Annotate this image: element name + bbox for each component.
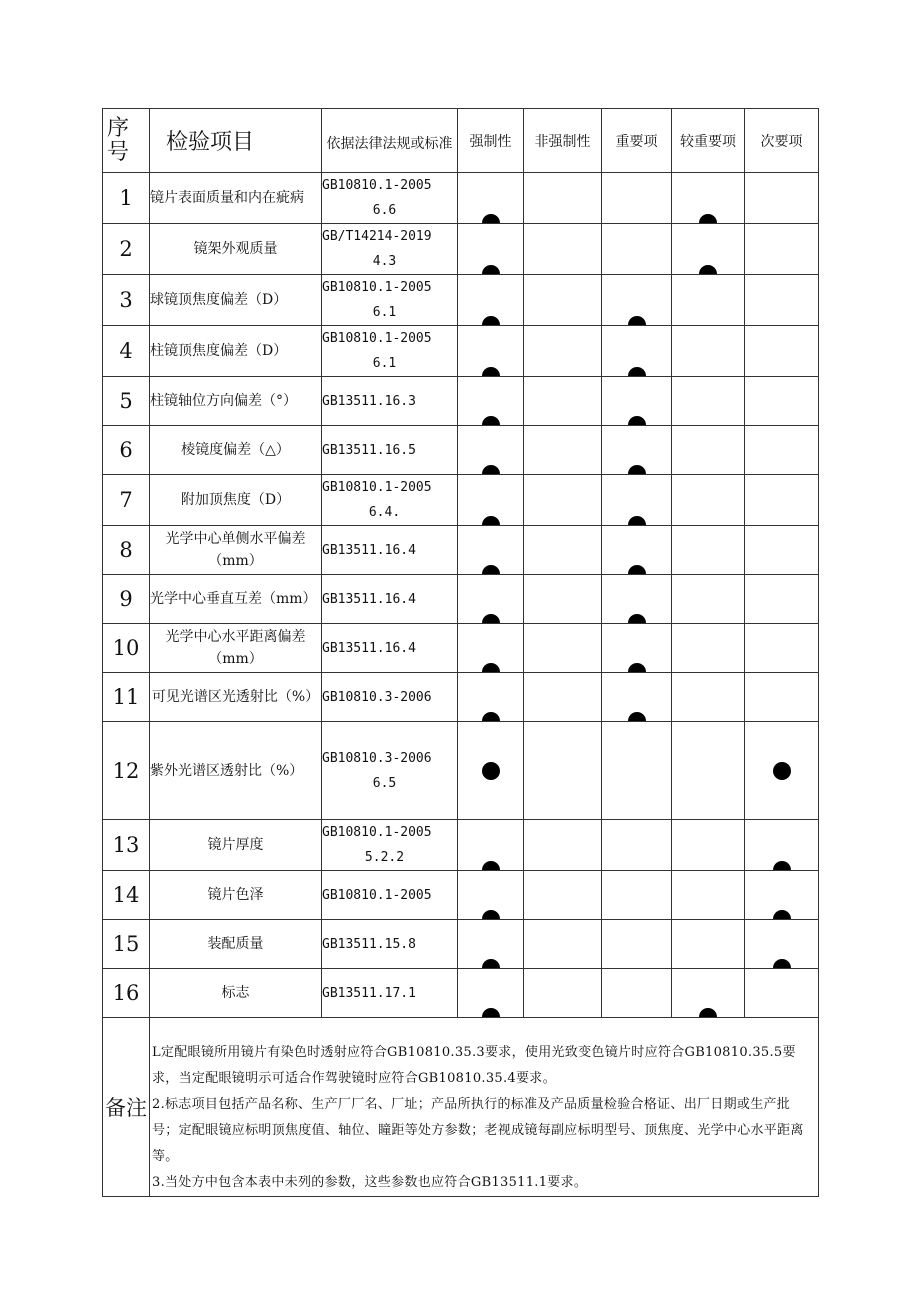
mark-cell-fairly-important [672, 969, 745, 1018]
table-row [103, 275, 819, 326]
mark-cell-mandatory [458, 173, 524, 224]
filled-circle-icon [482, 1008, 500, 1018]
table-row [103, 224, 819, 275]
filled-circle-icon [628, 316, 646, 326]
standard-clause: 6.5 [372, 775, 397, 791]
inspection-table [102, 108, 819, 1197]
mark-cell-important [602, 820, 672, 871]
table-row [103, 673, 819, 722]
table-row [103, 475, 819, 526]
filled-circle-icon [482, 762, 500, 780]
row-seq: 12 [103, 722, 150, 820]
mark-cell-important [602, 377, 672, 426]
mark-cell-fairly-important [672, 871, 745, 920]
standard-code: GB10810.1-2005 [322, 331, 432, 346]
inspection-document [102, 108, 818, 1197]
row-item: 装配质量 [150, 920, 322, 969]
mark-cell-non-mandatory [524, 820, 602, 871]
mark-cell-non-mandatory [524, 920, 602, 969]
table-row [103, 969, 819, 1018]
table-row [103, 722, 819, 820]
note-line-2: 2.标志项目包括产品名称、生产厂厂名、厂址；产品所执行的标准及产品质量检验合格证、出厂日期或生产批号；定配眼镜应标明顶焦度值、轴位、瞳距等处方参数；老视成镜每副应标明型号、顶焦度、光学中心水平距离等。 [152, 1097, 804, 1164]
standard-clause: 6.6 [372, 203, 397, 218]
row-seq: 1 [103, 173, 150, 224]
row-item: 球镜顶焦度偏差（D） [150, 275, 322, 326]
row-seq: 14 [103, 871, 150, 920]
row-seq: 5 [103, 377, 150, 426]
mark-cell-fairly-important [672, 173, 745, 224]
mark-cell-fairly-important [672, 722, 745, 820]
table-row [103, 326, 819, 377]
row-seq: 9 [103, 575, 150, 624]
standard-code: GB10810.3-2006 [322, 689, 432, 705]
header-seq: 序号 [103, 109, 150, 173]
standard-code: GB/T14214-2019 [322, 229, 432, 244]
row-seq: 15 [103, 920, 150, 969]
filled-circle-icon [628, 465, 646, 475]
table-row [103, 820, 819, 871]
standard-clause: 6.4. [368, 505, 401, 520]
header-row [103, 109, 819, 173]
filled-circle-icon [482, 367, 500, 377]
mark-cell-minor [745, 526, 819, 575]
mark-cell-non-mandatory [524, 673, 602, 722]
mark-cell-minor [745, 173, 819, 224]
filled-circle-icon [773, 762, 791, 780]
mark-cell-important [602, 426, 672, 475]
row-standard [322, 173, 458, 224]
filled-circle-icon [482, 465, 500, 475]
mark-cell-non-mandatory [524, 575, 602, 624]
standard-clause: 4.3 [372, 254, 397, 269]
mark-cell-mandatory [458, 920, 524, 969]
filled-circle-icon [773, 910, 791, 920]
mark-cell-mandatory [458, 326, 524, 377]
row-item: 棱镜度偏差（△） [150, 426, 322, 475]
filled-circle-icon [482, 614, 500, 624]
mark-cell-minor [745, 377, 819, 426]
filled-circle-icon [482, 516, 500, 526]
mark-cell-non-mandatory [524, 526, 602, 575]
mark-cell-important [602, 275, 672, 326]
row-seq: 11 [103, 673, 150, 722]
filled-circle-icon [482, 265, 500, 275]
filled-circle-icon [628, 663, 646, 673]
mark-cell-non-mandatory [524, 377, 602, 426]
mark-cell-minor [745, 624, 819, 673]
row-item: 光学中心垂直互差（mm） [150, 575, 322, 624]
filled-circle-icon [773, 959, 791, 969]
row-seq: 8 [103, 526, 150, 575]
row-item: 镜片色泽 [150, 871, 322, 920]
row-item: 镜片厚度 [150, 820, 322, 871]
mark-cell-fairly-important [672, 624, 745, 673]
table-row [103, 920, 819, 969]
filled-circle-icon [482, 214, 500, 224]
note-line-3: 3.当处方中包含本表中未列的参数，这些参数也应符合GB13511.1要求。 [152, 1175, 588, 1190]
filled-circle-icon [482, 416, 500, 426]
standard-code: GB13511.15.8 [322, 936, 416, 952]
table-row [103, 173, 819, 224]
mark-cell-non-mandatory [524, 871, 602, 920]
mark-cell-fairly-important [672, 526, 745, 575]
mark-cell-mandatory [458, 722, 524, 820]
mark-cell-non-mandatory [524, 475, 602, 526]
notes-label: 备注 [103, 1018, 150, 1197]
standard-clause: 5.2.2 [364, 850, 405, 865]
row-seq: 6 [103, 426, 150, 475]
mark-cell-mandatory [458, 673, 524, 722]
filled-circle-icon [699, 214, 717, 224]
mark-cell-mandatory [458, 224, 524, 275]
filled-circle-icon [773, 861, 791, 871]
mark-cell-fairly-important [672, 575, 745, 624]
mark-cell-mandatory [458, 377, 524, 426]
standard-code: GB10810.1-2005 [322, 280, 432, 295]
standard-code: GB13511.17.1 [322, 985, 416, 1001]
table-row [103, 624, 819, 673]
mark-cell-non-mandatory [524, 275, 602, 326]
mark-cell-fairly-important [672, 820, 745, 871]
table-body [103, 173, 819, 1018]
row-item: 柱镜顶焦度偏差（D） [150, 326, 322, 377]
filled-circle-icon [482, 663, 500, 673]
row-standard [322, 624, 458, 673]
standard-code: GB10810.1-2005 [322, 178, 432, 193]
row-standard [322, 969, 458, 1018]
mark-cell-mandatory [458, 275, 524, 326]
header-item: 检验项目 [150, 109, 322, 173]
filled-circle-icon [482, 316, 500, 326]
filled-circle-icon [628, 416, 646, 426]
header-non-mandatory: 非强制性 [524, 109, 602, 173]
mark-cell-minor [745, 969, 819, 1018]
mark-cell-minor [745, 224, 819, 275]
standard-code: GB10810.1-2005 [322, 480, 432, 495]
notes-row [103, 1018, 819, 1197]
mark-cell-mandatory [458, 575, 524, 624]
standard-clause: 6.1 [372, 305, 397, 320]
mark-cell-minor [745, 475, 819, 526]
filled-circle-icon [482, 959, 500, 969]
table-row [103, 377, 819, 426]
filled-circle-icon [628, 367, 646, 377]
mark-cell-important [602, 326, 672, 377]
row-seq: 16 [103, 969, 150, 1018]
mark-cell-non-mandatory [524, 624, 602, 673]
mark-cell-important [602, 475, 672, 526]
mark-cell-fairly-important [672, 275, 745, 326]
filled-circle-icon [628, 565, 646, 575]
standard-code: GB13511.16.4 [322, 640, 416, 656]
filled-circle-icon [628, 614, 646, 624]
notes-body [150, 1018, 819, 1197]
row-standard [322, 426, 458, 475]
mark-cell-non-mandatory [524, 969, 602, 1018]
filled-circle-icon [482, 565, 500, 575]
mark-cell-fairly-important [672, 426, 745, 475]
filled-circle-icon [482, 861, 500, 871]
filled-circle-icon [699, 265, 717, 275]
mark-cell-mandatory [458, 969, 524, 1018]
mark-cell-mandatory [458, 820, 524, 871]
standard-code: GB13511.16.4 [322, 542, 416, 558]
note-line-1: L定配眼镜所用镜片有染色时透射应符合GB10810.35.3要求，使用光致变色镜片时应符合GB10810.35.5要求，当定配眼镜明示可适合作驾驶镜时应符合GB10810.35.4要求。 [152, 1045, 796, 1086]
mark-cell-minor [745, 871, 819, 920]
row-item: 光学中心单侧水平偏差（mm） [150, 526, 322, 575]
header-fairly-important: 较重要项 [672, 109, 745, 173]
mark-cell-non-mandatory [524, 722, 602, 820]
mark-cell-important [602, 871, 672, 920]
row-standard [322, 575, 458, 624]
mark-cell-mandatory [458, 526, 524, 575]
filled-circle-icon [482, 910, 500, 920]
standard-code: GB13511.16.5 [322, 442, 416, 458]
row-standard [322, 673, 458, 722]
mark-cell-minor [745, 722, 819, 820]
row-seq: 10 [103, 624, 150, 673]
mark-cell-fairly-important [672, 673, 745, 722]
mark-cell-minor [745, 426, 819, 475]
mark-cell-mandatory [458, 475, 524, 526]
row-seq: 3 [103, 275, 150, 326]
row-item: 附加顶焦度（D） [150, 475, 322, 526]
mark-cell-minor [745, 575, 819, 624]
standard-code: GB10810.1-2005 [322, 887, 432, 903]
row-item: 紫外光谱区透射比（%） [150, 722, 322, 820]
header-minor: 次要项 [745, 109, 819, 173]
standard-code: GB10810.3-2006 [322, 750, 432, 766]
table-row [103, 871, 819, 920]
row-seq: 13 [103, 820, 150, 871]
mark-cell-non-mandatory [524, 426, 602, 475]
row-item: 标志 [150, 969, 322, 1018]
mark-cell-important [602, 624, 672, 673]
mark-cell-fairly-important [672, 475, 745, 526]
filled-circle-icon [628, 516, 646, 526]
row-item: 镜架外观质量 [150, 224, 322, 275]
mark-cell-fairly-important [672, 224, 745, 275]
row-standard [322, 475, 458, 526]
row-item: 光学中心水平距离偏差（mm） [150, 624, 322, 673]
mark-cell-important [602, 722, 672, 820]
mark-cell-minor [745, 673, 819, 722]
row-seq: 2 [103, 224, 150, 275]
mark-cell-mandatory [458, 871, 524, 920]
mark-cell-important [602, 673, 672, 722]
mark-cell-mandatory [458, 426, 524, 475]
row-item: 可见光谱区光透射比（%） [150, 673, 322, 722]
row-item: 柱镜轴位方向偏差（°） [150, 377, 322, 426]
row-standard [322, 871, 458, 920]
mark-cell-important [602, 526, 672, 575]
row-seq: 4 [103, 326, 150, 377]
mark-cell-minor [745, 275, 819, 326]
row-standard [322, 224, 458, 275]
header-important: 重要项 [602, 109, 672, 173]
mark-cell-non-mandatory [524, 173, 602, 224]
row-standard [322, 920, 458, 969]
standard-clause: 6.1 [372, 356, 397, 371]
row-standard [322, 526, 458, 575]
row-standard [322, 722, 458, 820]
row-standard [322, 820, 458, 871]
table-row [103, 526, 819, 575]
row-standard [322, 377, 458, 426]
standard-code: GB13511.16.4 [322, 591, 416, 607]
table-row [103, 426, 819, 475]
table-row [103, 575, 819, 624]
mark-cell-fairly-important [672, 377, 745, 426]
filled-circle-icon [628, 712, 646, 722]
filled-circle-icon [699, 1008, 717, 1018]
mark-cell-non-mandatory [524, 326, 602, 377]
mark-cell-minor [745, 326, 819, 377]
standard-code: GB10810.1-2005 [322, 825, 432, 840]
header-mandatory: 强制性 [458, 109, 524, 173]
mark-cell-important [602, 575, 672, 624]
mark-cell-fairly-important [672, 326, 745, 377]
header-basis: 依据法律法规或标准 [322, 109, 458, 173]
mark-cell-important [602, 920, 672, 969]
mark-cell-minor [745, 820, 819, 871]
mark-cell-fairly-important [672, 920, 745, 969]
mark-cell-important [602, 173, 672, 224]
row-item: 镜片表面质量和内在疵病 [150, 173, 322, 224]
standard-code: GB13511.16.3 [322, 393, 416, 409]
filled-circle-icon [482, 712, 500, 722]
mark-cell-mandatory [458, 624, 524, 673]
mark-cell-important [602, 224, 672, 275]
mark-cell-non-mandatory [524, 224, 602, 275]
row-standard [322, 326, 458, 377]
mark-cell-important [602, 969, 672, 1018]
row-standard [322, 275, 458, 326]
row-seq: 7 [103, 475, 150, 526]
mark-cell-minor [745, 920, 819, 969]
